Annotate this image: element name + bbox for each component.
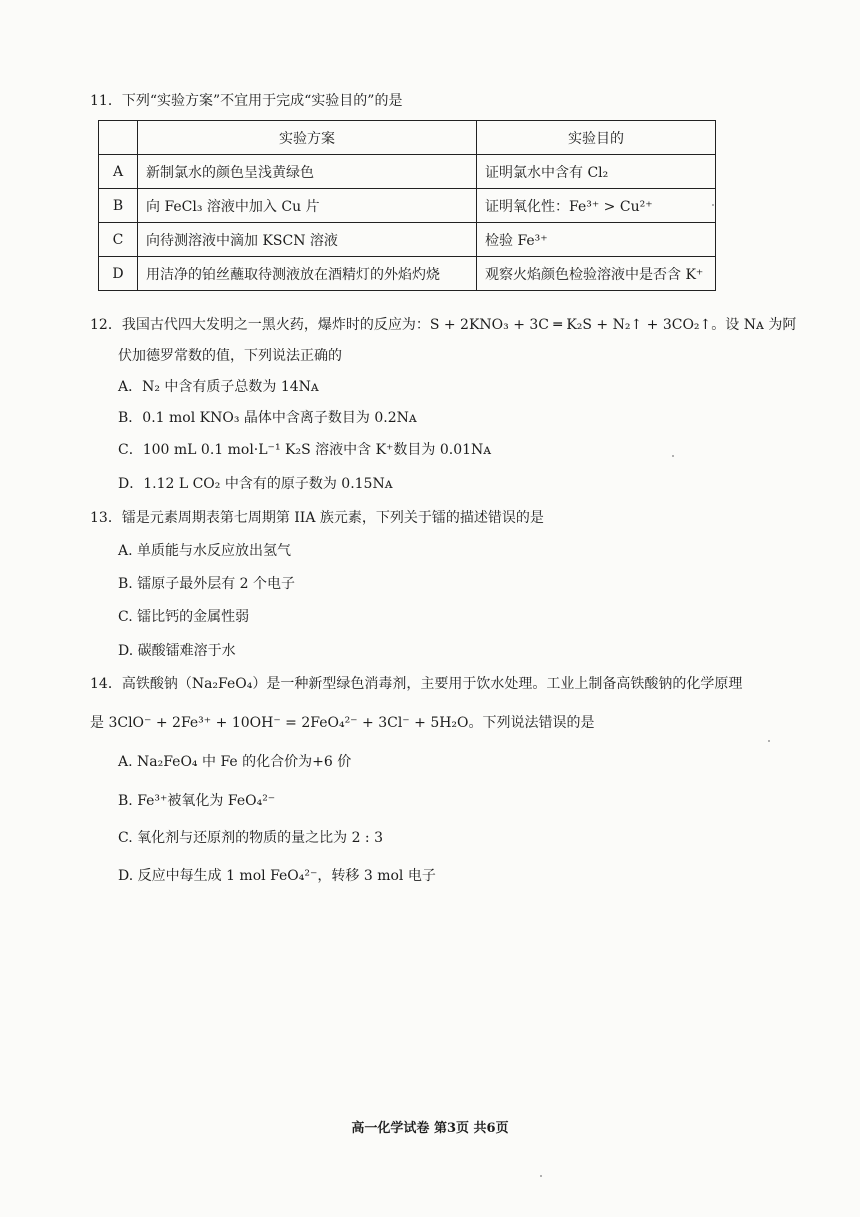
row-letter: C [99, 223, 138, 257]
row-purpose: 检验 Fe³⁺ [477, 223, 716, 257]
q13-option-a: A. 单质能与水反应放出氢气 [118, 543, 292, 559]
q14-stem-line1: 14．高铁酸钠（Na₂FeO₄）是一种新型绿色消毒剂，主要用于饮水处理。工业上制备高铁酸钠的化学原理 [90, 676, 743, 692]
scan-speck [540, 1175, 542, 1177]
experiment-table [98, 120, 716, 291]
q12-option-c: C．100 mL 0.1 mol·L⁻¹ K₂S 溶液中含 K⁺数目为 0.01Nᴀ [118, 442, 492, 458]
q11-stem: 11．下列“实验方案”不宜用于完成“实验目的”的是 [90, 93, 403, 109]
q13-stem: 13．镭是元素周期表第七周期第 IIA 族元素，下列关于镭的描述错误的是 [90, 510, 544, 526]
page-footer: 高一化学试卷 第3页 共6页 [351, 1121, 509, 1136]
scan-speck [768, 740, 770, 742]
q12-option-b: B．0.1 mol KNO₃ 晶体中含离子数目为 0.2Nᴀ [118, 410, 417, 426]
q12-option-a: A．N₂ 中含有质子总数为 14Nᴀ [118, 379, 319, 395]
row-letter: B [99, 189, 138, 223]
row-purpose: 证明氯水中含有 Cl₂ [477, 155, 716, 189]
row-purpose: 证明氧化性：Fe³⁺ > Cu²⁺ [477, 189, 716, 223]
q14-option-a: A. Na₂FeO₄ 中 Fe 的化合价为+6 价 [118, 754, 352, 770]
row-plan: 新制氯水的颜色呈浅黄绿色 [138, 155, 477, 189]
row-letter: D [99, 257, 138, 291]
q13-option-d: D. 碳酸镭难溶于水 [118, 643, 236, 659]
row-purpose: 观察火焰颜色检验溶液中是否含 K⁺ [477, 257, 716, 291]
q14-option-b: B. Fe³⁺被氧化为 FeO₄²⁻ [118, 793, 276, 809]
row-letter: A [99, 155, 138, 189]
table-row [99, 155, 716, 189]
row-plan: 向待测溶液中滴加 KSCN 溶液 [138, 223, 477, 257]
table-row [99, 223, 716, 257]
q12-stem-line2: 伏加德罗常数的值，下列说法正确的 [118, 348, 342, 364]
q13-option-c: C. 镭比钙的金属性弱 [118, 609, 250, 625]
table-row [99, 257, 716, 291]
table-header-purpose: 实验目的 [477, 121, 716, 155]
q14-option-d: D. 反应中每生成 1 mol FeO₄²⁻，转移 3 mol 电子 [118, 868, 436, 884]
table-header-row [99, 121, 716, 155]
row-plan: 向 FeCl₃ 溶液中加入 Cu 片 [138, 189, 477, 223]
table-row [99, 189, 716, 223]
table-header-blank [99, 121, 138, 155]
q12-stem-line1: 12．我国古代四大发明之一黑火药，爆炸时的反应为：S + 2KNO₃ + 3C ═ K₂S + N₂↑ + 3CO₂↑。设 Nᴀ 为阿 [90, 317, 797, 333]
q14-option-c: C. 氧化剂与还原剂的物质的量之比为 2 : 3 [118, 830, 383, 846]
row-plan: 用洁净的铂丝蘸取待测液放在酒精灯的外焰灼烧 [138, 257, 477, 291]
scan-speck [712, 204, 714, 206]
q12-option-d: D．1.12 L CO₂ 中含有的原子数为 0.15Nᴀ [118, 476, 393, 492]
scan-speck [672, 455, 674, 457]
q13-option-b: B. 镭原子最外层有 2 个电子 [118, 576, 295, 592]
q14-stem-line2: 是 3ClO⁻ + 2Fe³⁺ + 10OH⁻ = 2FeO₄²⁻ + 3Cl⁻ + 5H₂O。下列说法错误的是 [90, 715, 595, 731]
table-header-plan: 实验方案 [138, 121, 477, 155]
